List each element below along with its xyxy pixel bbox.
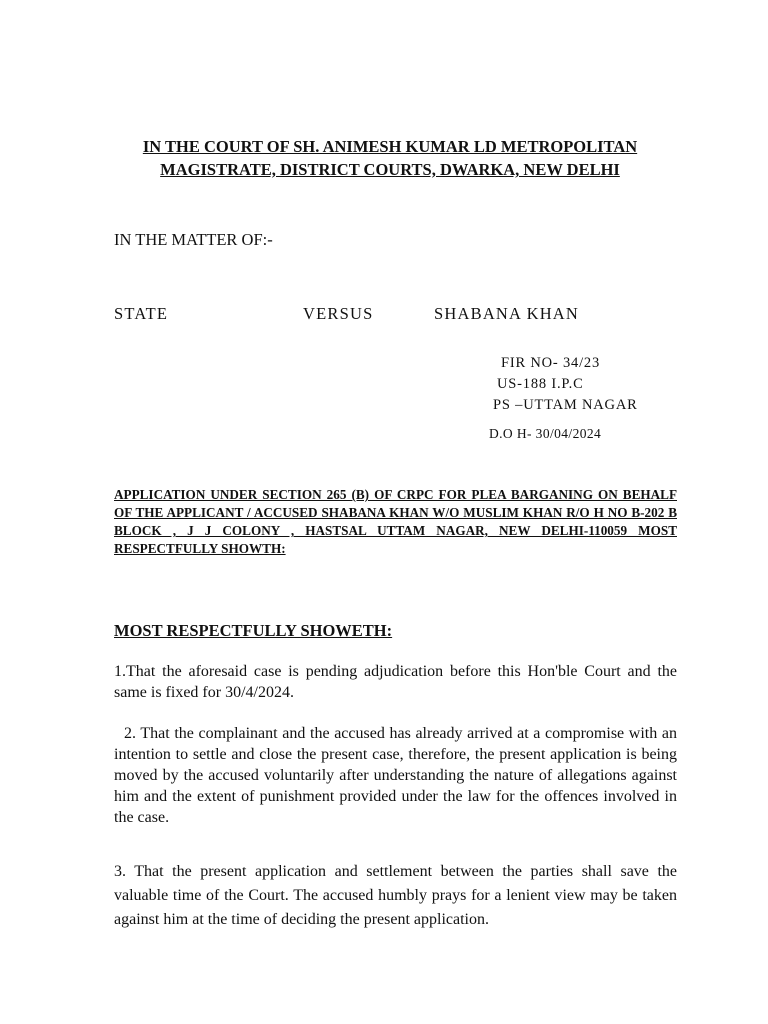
court-heading: [60, 135, 720, 181]
paragraph-1: 1.That the aforesaid case is pending adjudication before this Hon'ble Court and the same is fixed for 30/4/2024.: [114, 663, 677, 701]
paragraph-3: 3. That the present application and settlement between the parties shall save the valuable time of the Court. The accused humbly prays for a lenient view may be taken against him at the time of deciding the present application.: [114, 863, 677, 928]
penal-section: US-188 I.P.C: [497, 376, 584, 392]
court-heading-line-1: IN THE COURT OF SH. ANIMESH KUMAR LD METROPOLITAN: [142, 137, 638, 156]
party-state: STATE: [114, 304, 169, 323]
police-station: PS –UTTAM NAGAR: [493, 397, 638, 413]
court-heading-line-2: MAGISTRATE, DISTRICT COURTS, DWARKA, NEW DELHI: [160, 160, 620, 179]
date-of-hearing: D.O H- 30/04/2024: [489, 426, 602, 441]
party-accused: SHABANA KHAN: [434, 304, 580, 323]
matter-label: IN THE MATTER OF:-: [114, 230, 273, 249]
fir-number: FIR NO- 34/23: [501, 355, 601, 371]
showeth-heading: MOST RESPECTFULLY SHOWETH:: [114, 621, 393, 640]
party-versus: VERSUS: [303, 304, 374, 323]
application-title: APPLICATION UNDER SECTION 265 (B) OF CRPC FOR PLEA BARGANING ON BEHALF OF THE APPLICANT / ACCUSED SHABANA KHAN W/O MUSLIM KHAN R/O H NO B-202 B BLOCK , J J COLONY , HASTSAL UTTAM NAGAR, NEW DELHI-110059 MOST RESPECTFULLY SHOWTH:: [114, 487, 677, 556]
paragraph-2: 2. That the complainant and the accused has already arrived at a compromise with an intention to settle and close the present case, therefore, the present application is being moved by the accused voluntarily after understanding the nature of allegations against him and the extent of punishment provided under the law for the offences involved in the case.: [114, 725, 677, 826]
